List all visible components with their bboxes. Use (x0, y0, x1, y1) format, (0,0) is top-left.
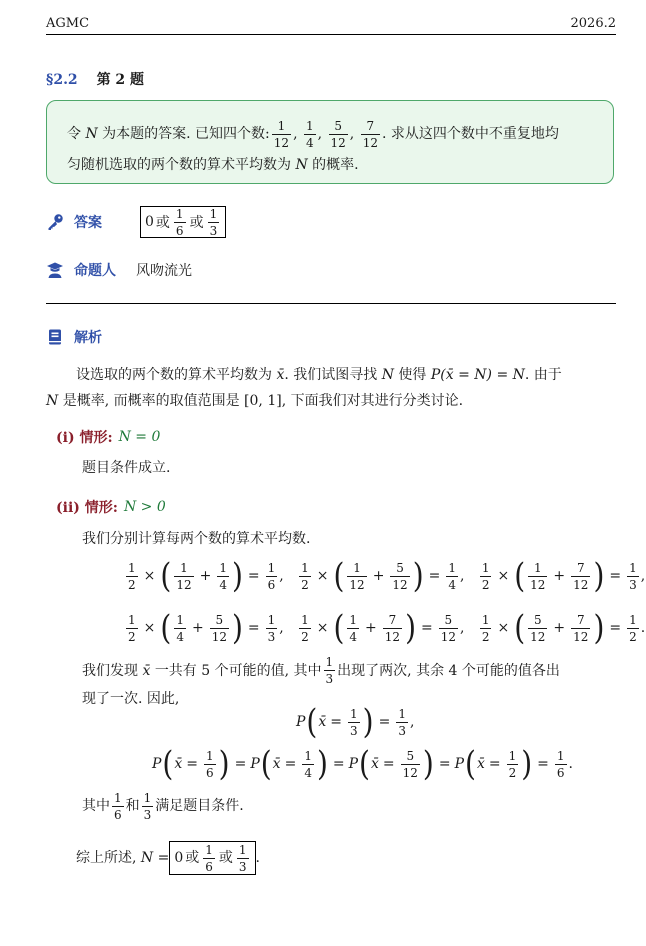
satisfy-line: 其中 $\frac{1}{6}$ 和 $\frac{1}{3}$ 满足题目条件. (82, 790, 244, 822)
answer-frac-2: $\frac{1}{3}$ (209, 206, 218, 238)
denominator: 3 (267, 629, 276, 644)
times-sign: × (316, 620, 329, 636)
right-paren: ) (521, 743, 533, 784)
numerator: 7 (388, 612, 397, 627)
denominator: 2 (128, 629, 136, 644)
addend-fraction (210, 614, 229, 643)
denominator: 12 (392, 577, 408, 592)
denominator: 4 (219, 577, 227, 592)
right-paren: ) (231, 607, 243, 648)
xbar-symbol: x̄ (174, 756, 183, 772)
var-n: N (85, 126, 98, 142)
denominator: 12 (273, 135, 290, 150)
case-1-text: 题目条件成立. (82, 460, 171, 476)
equals-sign: = (609, 568, 622, 584)
satisfy-frac-1: $\frac{1}{6}$ (114, 790, 122, 822)
xbar-symbol: x̄ (370, 756, 379, 772)
probability-arg (204, 750, 216, 779)
result-fraction (446, 562, 458, 591)
equals-sign: = (488, 756, 501, 772)
left-paren: ( (514, 607, 526, 648)
numerator: 7 (366, 118, 375, 133)
numerator: 1 (448, 560, 457, 575)
answer-zero: 0 (145, 214, 154, 230)
times-sign: × (316, 568, 329, 584)
equals-sign: = (234, 756, 247, 772)
question-text: 为本题的答案. 已知四个数: (102, 126, 270, 142)
equals-sign: = (284, 756, 297, 772)
plus-sign: + (372, 568, 385, 584)
denominator: 12 (349, 577, 365, 592)
denominator: 3 (398, 723, 406, 738)
intro-line-2: N 是概率, 而概率的取值范围是 [0, 1], 下面我们对其进行分类讨论. (46, 393, 464, 409)
question-text: 令 (67, 126, 81, 142)
times-sign: × (497, 620, 510, 636)
intro-line-1: 设选取的两个数的算术平均数为 x̄. 我们试图寻找 N 使得 P(x̄ = N) = N. 由于 (76, 367, 562, 383)
numerator: 1 (629, 560, 637, 575)
numerator: 7 (576, 560, 585, 575)
left-paren: ( (260, 743, 272, 784)
question-box (46, 100, 614, 184)
equals-sign: = (332, 756, 345, 772)
left-paren: ( (465, 743, 476, 784)
addend-fraction (528, 562, 547, 591)
probability-equation-2 (152, 742, 573, 786)
equals-sign: = (382, 756, 395, 772)
half-fraction (126, 562, 138, 591)
punctuation: . (381, 126, 391, 142)
numerator: 1 (481, 560, 490, 575)
case-1-condition: N = 0 (118, 429, 161, 445)
discover-line-2: 现了一次. 因此, (82, 691, 180, 707)
denominator: 2 (508, 765, 517, 780)
addend-fraction (347, 614, 359, 643)
spacer (284, 620, 297, 636)
question-text: 的概率. (312, 157, 359, 173)
numerator: 1 (267, 612, 276, 627)
book-icon (46, 328, 64, 346)
numerator: 1 (301, 560, 309, 575)
equals-sign: = (247, 620, 260, 636)
left-paren: ( (162, 743, 174, 784)
probability-symbol: P (250, 756, 260, 772)
denominator: 4 (349, 629, 358, 644)
denominator: 4 (304, 765, 312, 780)
denominator: 12 (530, 577, 546, 592)
punctuation: , (409, 714, 415, 730)
probability-symbol: P (296, 714, 306, 730)
averages-row-2 (124, 608, 645, 648)
punctuation: , (460, 568, 465, 584)
equals-sign: = (438, 756, 451, 772)
denominator: 2 (481, 629, 490, 644)
punctuation: , (279, 568, 284, 584)
author-row (46, 260, 192, 280)
left-paren: ( (514, 555, 526, 596)
numerator: 1 (277, 118, 286, 133)
question-fractions (270, 119, 391, 149)
denominator: 12 (573, 629, 589, 644)
denominator: 12 (530, 629, 546, 644)
page-header (46, 16, 616, 34)
numerator: 1 (267, 560, 276, 575)
punctuation: , (317, 126, 327, 142)
plus-sign: + (199, 568, 212, 584)
numerator: 5 (406, 748, 415, 763)
plus-sign: + (191, 620, 204, 636)
numerator: 1 (533, 560, 542, 575)
numerator: 5 (396, 560, 404, 575)
numerator: 1 (353, 560, 361, 575)
numerator: 1 (398, 706, 406, 721)
intro-equation: P(x̄ = N) = N (430, 367, 525, 383)
spacer (464, 568, 477, 584)
plus-sign: + (553, 620, 566, 636)
times-sign: × (497, 568, 510, 584)
analysis-heading (46, 327, 136, 347)
author-label: 命题人 (74, 263, 116, 279)
denominator: 12 (362, 135, 378, 150)
section-number: §2.2 (46, 72, 78, 88)
case-2-heading (56, 497, 166, 517)
header-rule (46, 34, 616, 35)
case-1-heading (56, 427, 160, 447)
question-fraction (329, 120, 348, 149)
answer-row (46, 206, 226, 238)
conclusion-line: 综上所述, N = 0 或 $\frac{1}{6}$ 或 $\frac{1}{3}$ . (76, 842, 260, 874)
equals-sign: = (428, 568, 441, 584)
result-fraction (266, 562, 278, 591)
addend-fraction (217, 562, 229, 591)
probability-result (396, 708, 408, 737)
probability-symbol: P (454, 756, 464, 772)
times-sign: × (143, 620, 156, 636)
numerator: 1 (128, 612, 136, 627)
equals-sign: = (537, 756, 549, 772)
section-title (46, 69, 144, 89)
probability-arg (507, 750, 519, 779)
analysis-label: 解析 (74, 330, 102, 346)
numerator: 5 (533, 612, 542, 627)
times-sign: × (143, 568, 156, 584)
averages-row-1 (124, 556, 645, 596)
xbar-symbol: x̄ (318, 714, 327, 730)
denominator: 12 (330, 135, 346, 150)
punctuation: , (640, 568, 646, 584)
discover-frac: $\frac{1}{3}$ (325, 655, 334, 686)
denominator: 6 (206, 765, 214, 780)
intro-paragraph (46, 362, 616, 414)
spacer (464, 620, 477, 636)
plus-sign: + (365, 620, 377, 636)
author-name: 风吻流光 (136, 263, 192, 279)
right-paren: ) (412, 555, 424, 596)
addend-fraction (174, 562, 193, 591)
left-paren: ( (359, 743, 370, 784)
addend-fraction (571, 614, 590, 643)
teacher-icon (46, 261, 64, 279)
xbar-symbol: x̄ (476, 756, 485, 772)
denominator: 6 (267, 577, 276, 592)
answer-frac-1: $\frac{1}{6}$ (175, 206, 184, 238)
numerator: 1 (481, 612, 490, 627)
question-fraction (361, 120, 380, 149)
numerator: 5 (334, 118, 342, 133)
half-fraction (299, 562, 311, 591)
result-fraction (266, 614, 278, 643)
answer-or: 或 (189, 215, 204, 231)
case-2-condition: N > 0 (123, 499, 166, 515)
denominator: 12 (440, 629, 457, 644)
satisfy-frac-2: $\frac{1}{3}$ (143, 790, 152, 822)
case-1-label: (i) 情形: (56, 430, 113, 446)
equals-sign: = (186, 756, 198, 772)
addend-fraction (571, 562, 590, 591)
right-paren: ) (422, 743, 434, 784)
probability-result (555, 750, 567, 779)
equals-sign: = (609, 620, 622, 636)
right-paren: ) (218, 743, 230, 784)
numerator: 1 (556, 748, 565, 763)
addend-fraction (347, 562, 366, 591)
denominator: 12 (402, 765, 418, 780)
punctuation: , (460, 620, 465, 636)
result-fraction (627, 562, 639, 591)
numerator: 1 (219, 560, 227, 575)
denominator: 4 (448, 577, 457, 592)
numerator: 1 (176, 612, 184, 627)
answer-or: 或 (155, 215, 170, 231)
punctuation: . (640, 620, 646, 636)
punctuation: , (279, 620, 284, 636)
right-paren: ) (593, 555, 605, 596)
divider (46, 303, 616, 304)
probability-equation-1 (296, 700, 414, 744)
punctuation: , (349, 126, 359, 142)
key-icon (46, 213, 64, 231)
equals-sign: = (421, 620, 433, 636)
numerator: 5 (444, 612, 453, 627)
numerator: 1 (629, 612, 637, 627)
probability-arg (348, 708, 360, 737)
equals-sign: = (330, 714, 342, 730)
question-text: 求从这四个数中不重复地均 (390, 126, 559, 142)
punctuation: . (568, 756, 573, 772)
conclusion-box: 0 或 $\frac{1}{6}$ 或 $\frac{1}{3}$ (169, 841, 255, 875)
answer-label: 答案 (74, 215, 102, 231)
xbar-symbol: x̄ (272, 756, 281, 772)
numerator: 1 (206, 748, 214, 763)
numerator: 1 (305, 118, 314, 133)
numerator: 1 (350, 706, 358, 721)
spacer (284, 568, 297, 584)
denominator: 2 (301, 577, 309, 592)
case-2-text: 我们分别计算每两个数的算术平均数. (82, 531, 311, 547)
probability-symbol: P (348, 756, 359, 772)
numerator: 1 (349, 612, 358, 627)
answer-box (140, 206, 226, 238)
numerator: 1 (180, 560, 188, 575)
addend-fraction (390, 562, 409, 591)
denominator: 2 (128, 577, 136, 592)
result-fraction (627, 614, 639, 643)
denominator: 2 (481, 577, 490, 592)
half-fraction (126, 614, 138, 643)
question-fraction (272, 120, 291, 149)
numerator: 1 (304, 748, 312, 763)
denominator: 12 (384, 629, 401, 644)
case-2-label: (ii) 情形: (56, 500, 118, 516)
denominator: 2 (629, 629, 637, 644)
probability-arg (302, 750, 314, 779)
denominator: 6 (556, 765, 565, 780)
left-paren: ( (333, 607, 345, 648)
question-fraction (304, 120, 316, 149)
left-paren: ( (160, 555, 172, 596)
question-line-2 (67, 151, 593, 179)
probability-arg (401, 750, 420, 779)
half-fraction (480, 562, 492, 591)
addend-fraction (383, 614, 402, 643)
addend-fraction (528, 614, 547, 643)
addend-fraction (174, 614, 186, 643)
discover-line-1: 我们发现 x̄ 一共有 5 个可能的值, 其中 $\frac{1}{3}$ 出现了两次, 其余 4 个可能的值各出 (82, 655, 560, 686)
numerator: 1 (508, 748, 517, 763)
denominator: 4 (176, 629, 184, 644)
section-name: 第 2 题 (96, 72, 145, 88)
denominator: 3 (629, 577, 637, 592)
equals-sign: = (378, 714, 391, 730)
header-left: AGMC (46, 16, 90, 31)
half-fraction (480, 614, 492, 643)
denominator: 4 (305, 135, 314, 150)
numerator: 7 (576, 612, 585, 627)
denominator: 12 (573, 577, 589, 592)
denominator: 12 (176, 577, 192, 592)
numerator: 1 (128, 560, 136, 575)
var-n: N (295, 157, 308, 173)
denominator: 2 (301, 629, 309, 644)
right-paren: ) (362, 701, 374, 742)
numerator: 5 (215, 612, 224, 627)
right-paren: ) (316, 743, 328, 784)
equals-sign: = (247, 568, 260, 584)
half-fraction (299, 614, 311, 643)
punctuation: , (293, 126, 302, 142)
header-right: 2026.2 (570, 16, 616, 31)
result-fraction (439, 614, 458, 643)
probability-symbol: P (152, 756, 162, 772)
numerator: 1 (301, 612, 309, 627)
right-paren: ) (593, 607, 605, 648)
question-line-1 (67, 117, 593, 151)
right-paren: ) (405, 607, 416, 648)
question-text: 匀随机选取的两个数的算术平均数为 (67, 157, 291, 173)
denominator: 12 (211, 629, 227, 644)
right-paren: ) (231, 555, 243, 596)
left-paren: ( (160, 607, 172, 648)
denominator: 3 (350, 723, 358, 738)
plus-sign: + (553, 568, 566, 584)
left-paren: ( (333, 555, 345, 596)
left-paren: ( (306, 701, 318, 742)
